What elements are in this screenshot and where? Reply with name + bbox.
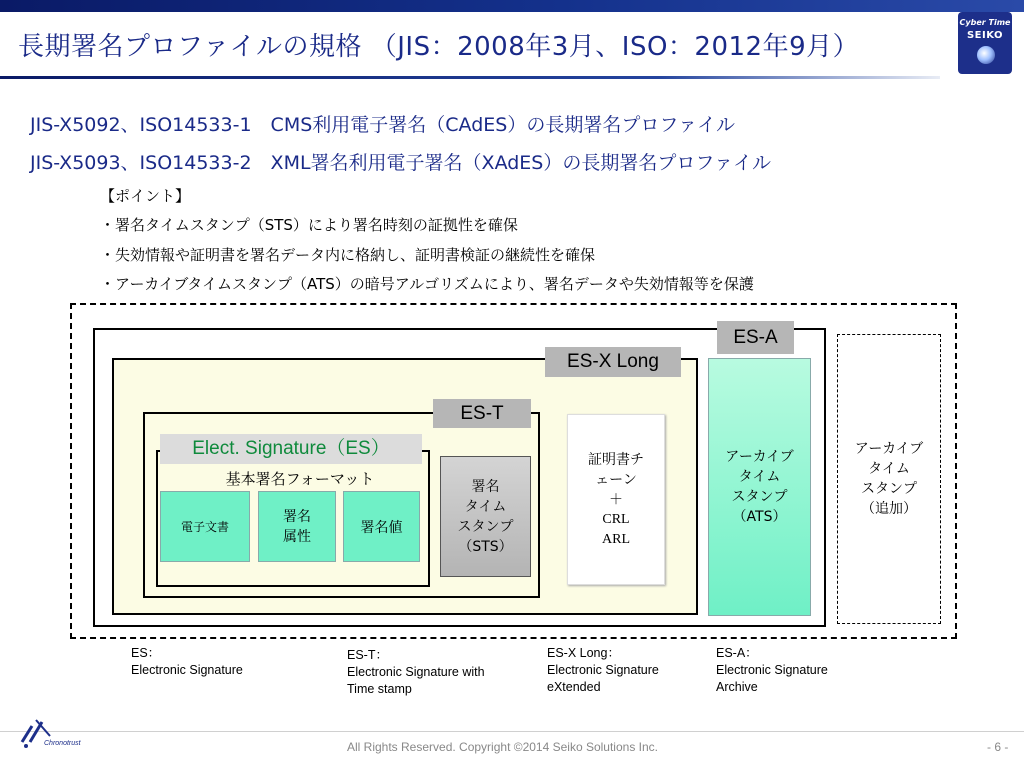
point-item: ・署名タイムスタンプ（STS）により署名時刻の証拠性を確保 <box>100 216 518 234</box>
top-banner <box>0 0 1024 12</box>
legend-es-t <box>347 647 485 698</box>
ats-additional-line: （追加） <box>861 501 917 517</box>
es-tag: Elect. Signature（ES） <box>160 434 422 464</box>
ats-additional-line: アーカイブ <box>854 441 924 457</box>
ats-line: アーカイブ <box>725 449 794 465</box>
legend-es-x-desc: eXtended <box>547 680 601 694</box>
certificate-chain-line: 証明書チ <box>588 451 644 468</box>
ats-additional-line: スタンプ <box>861 481 917 497</box>
sts-line: 署名 <box>471 478 500 495</box>
legend-es-a-desc: Archive <box>716 680 758 694</box>
legend-es-desc: Electronic Signature <box>131 663 243 677</box>
legend-es-t-desc: Time stamp <box>347 682 412 696</box>
legend-es-x-desc: Electronic Signature <box>547 663 659 677</box>
seiko-logo <box>958 12 1012 74</box>
sts-line: （STS） <box>458 538 513 555</box>
sts-line: タイム <box>464 498 507 515</box>
logo-brand: SEIKO <box>966 30 1004 41</box>
electronic-document-block <box>160 491 250 562</box>
legend-es-x-term: ES-X Long： <box>547 646 620 660</box>
legend-es-a-term: ES-A： <box>716 646 758 660</box>
points-heading: 【ポイント】 <box>100 187 191 205</box>
es-x-long-tag: ES-X Long <box>545 347 681 377</box>
legend-es-a-desc: Electronic Signature <box>716 663 828 677</box>
chronotrust-logo <box>16 712 96 752</box>
legend-es <box>131 645 243 679</box>
page-title: 長期署名プロファイルの規格 （JIS：2008年3月、ISO：2012年9月） <box>18 32 860 62</box>
chronotrust-wordmark: Chronotrust <box>44 740 81 747</box>
certificate-chain-line: ＋ <box>609 491 623 508</box>
title-underline <box>0 76 940 79</box>
ats-line: タイム <box>738 469 781 485</box>
certificate-chain-block <box>567 414 665 585</box>
ats-line: （ATS） <box>732 509 787 525</box>
page-number: - 6 - <box>987 740 1009 754</box>
legend-es-a <box>716 645 828 696</box>
point-item: ・失効情報や証明書を署名データ内に格納し、証明書検証の継続性を確保 <box>100 246 596 264</box>
basic-format-label: 基本署名フォーマット <box>190 468 410 489</box>
ats-additional-block <box>837 334 941 624</box>
es-a-tag: ES-A <box>717 321 794 354</box>
spec-line-xades: JIS-X5093、ISO14533-2 XML署名利用電子署名（XAdES）の長期署名プロファイル <box>30 152 771 174</box>
legend-es-t-desc: Electronic Signature with <box>347 665 485 679</box>
ats-additional-line: タイム <box>868 461 910 477</box>
legend-es-x <box>547 645 659 696</box>
spec-line-cades: JIS-X5092、ISO14533-1 CMS利用電子署名（CAdES）の長期署名プロファイル <box>30 114 735 136</box>
ats-block <box>708 358 811 616</box>
certificate-chain-line: ェーン <box>595 471 637 488</box>
logo-tagline: Cyber Time <box>959 18 1011 27</box>
electronic-document-label: 電子文書 <box>180 520 229 534</box>
sts-block <box>440 456 531 577</box>
point-item: ・アーカイブタイムスタンプ（ATS）の暗号アルゴリズムにより、署名データや失効情報等を保護 <box>100 275 754 293</box>
footer-divider <box>0 731 1024 732</box>
es-t-tag: ES-T <box>433 399 531 428</box>
legend-es-term: ES： <box>131 646 161 660</box>
signature-value-block <box>343 491 420 562</box>
certificate-chain-line: CRL <box>602 511 630 527</box>
signature-attribute-line: 属性 <box>283 528 311 545</box>
legend-es-t-term: ES-T： <box>347 648 388 662</box>
signature-value-label: 署名値 <box>360 519 403 536</box>
logo-orb-icon <box>977 46 995 64</box>
sts-line: スタンプ <box>457 518 514 535</box>
signature-attribute-line: 署名 <box>283 508 311 525</box>
ats-line: スタンプ <box>731 489 788 505</box>
signature-attribute-block <box>258 491 336 562</box>
copyright-text: All Rights Reserved. Copyright ©2014 Seiko Solutions Inc. <box>347 740 658 754</box>
certificate-chain-line: ARL <box>602 531 630 547</box>
